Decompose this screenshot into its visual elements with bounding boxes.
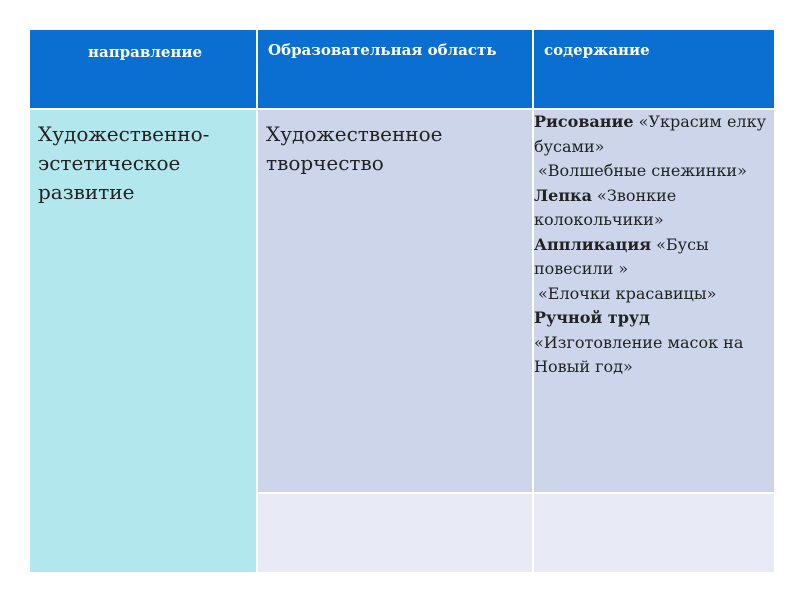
header-direction: направление bbox=[29, 29, 257, 109]
cell-content bbox=[533, 109, 775, 493]
cell-area-empty bbox=[257, 493, 533, 573]
content-trud-text: «Изготовление масок на Новый год» bbox=[534, 332, 744, 376]
header-row bbox=[29, 29, 775, 109]
content-applikaciya-2: «Елочки красавицы» bbox=[538, 283, 717, 303]
content-risovanie: Рисование «Украсим елку бусами» bbox=[534, 112, 766, 156]
cell-area: Художественное творчество bbox=[257, 109, 533, 493]
table-row bbox=[29, 109, 775, 493]
cell-direction: Художественно-эстетическое развитие bbox=[29, 109, 257, 573]
content-applikaciya: Аппликация «Бусы повесили » bbox=[534, 234, 709, 278]
cell-content-empty bbox=[533, 493, 775, 573]
program-table bbox=[28, 28, 776, 574]
content-trud: Ручной труд bbox=[534, 308, 650, 327]
header-area: Образовательная область bbox=[257, 29, 533, 109]
content-lepka: Лепка «Звонкие колокольчики» bbox=[534, 185, 677, 229]
header-content: содержание bbox=[533, 29, 775, 109]
content-risovanie-2: «Волшебные снежинки» bbox=[538, 161, 747, 180]
